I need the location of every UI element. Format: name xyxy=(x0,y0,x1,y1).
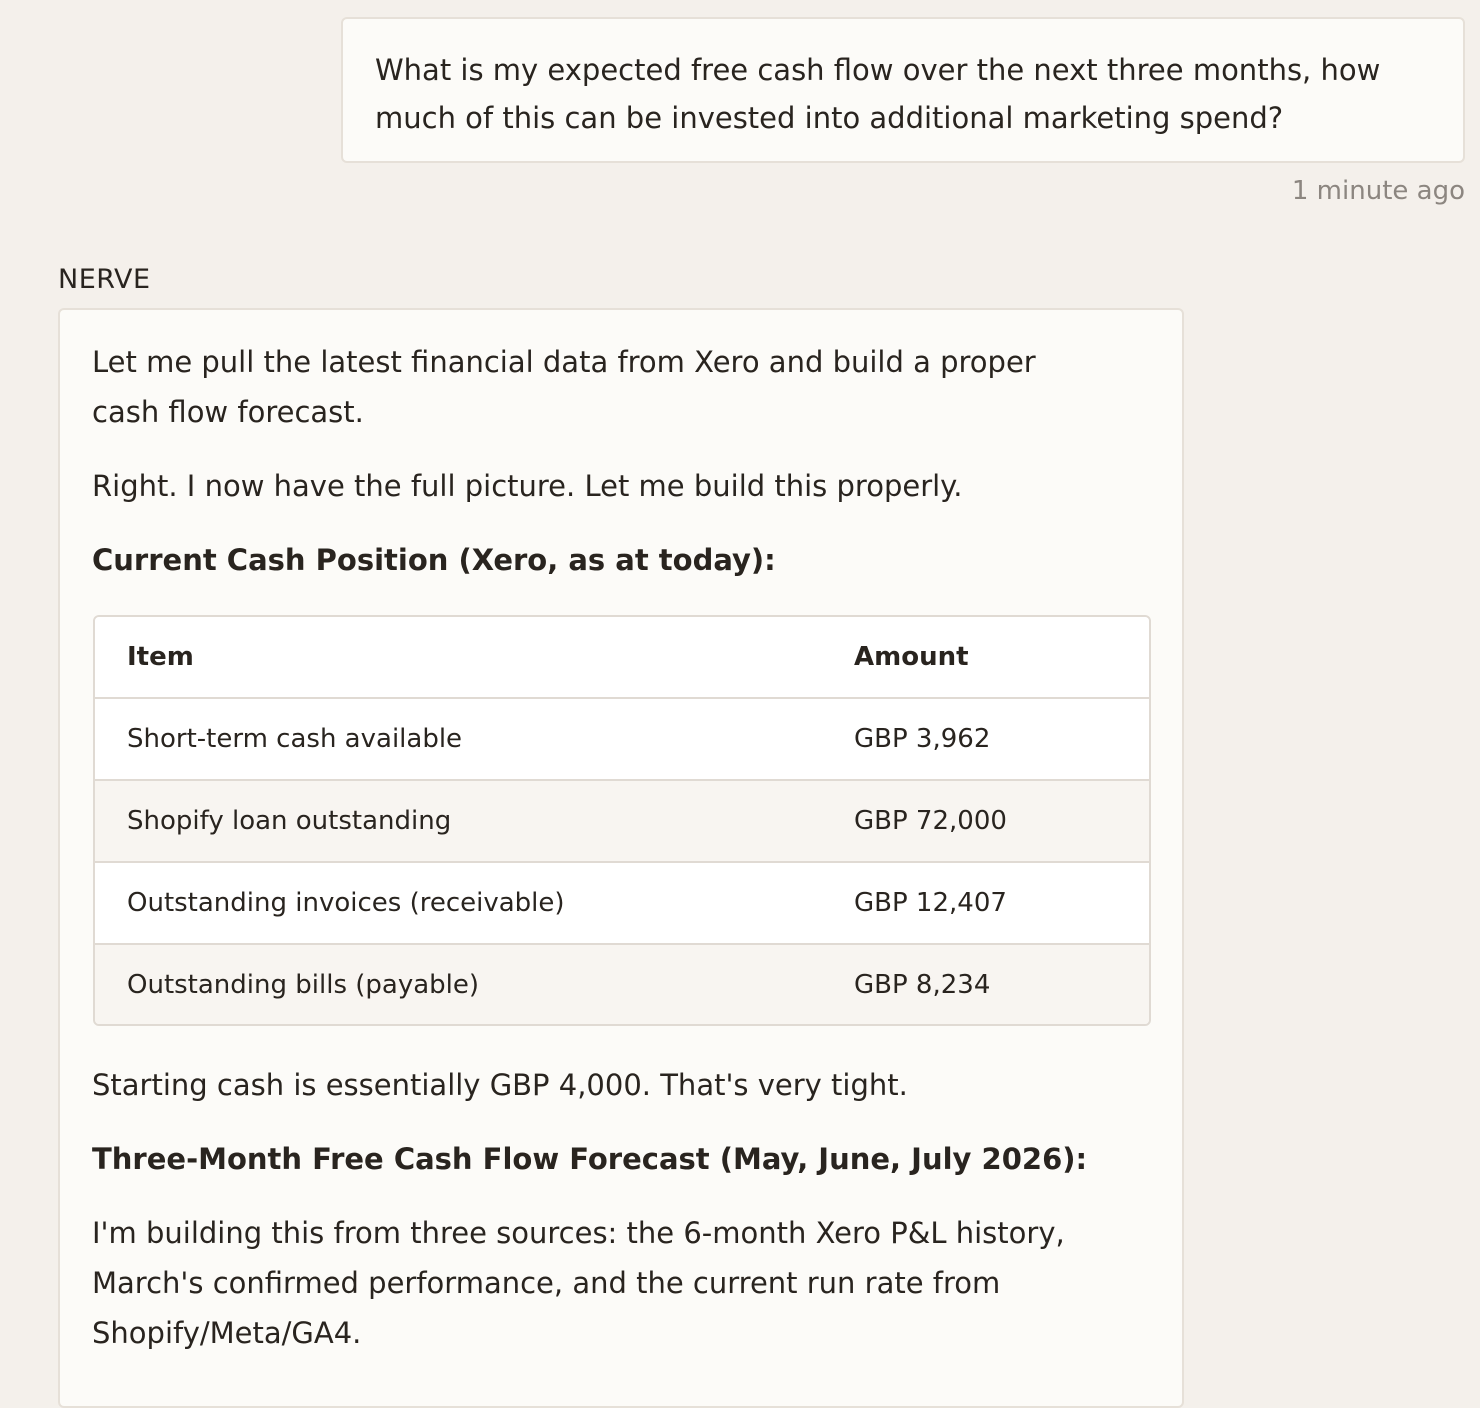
table-row xyxy=(95,781,1149,863)
table-row xyxy=(95,945,1149,1026)
assistant-followup-text: Right. I now have the full picture. Let me build this properly. xyxy=(92,469,963,503)
table-cell-amount: GBP 3,962 xyxy=(854,724,991,754)
starting-cash-text: Starting cash is essentially GBP 4,000. That's very tight. xyxy=(92,1068,908,1102)
table-cell-amount: GBP 8,234 xyxy=(854,970,991,1000)
assistant-intro-text: Let me pull the latest financial data from Xero and build a proper cash flow forecast. xyxy=(92,345,1036,429)
forecast-heading: Three-Month Free Cash Flow Forecast (May, June, July 2026): xyxy=(92,1142,1088,1176)
table-row xyxy=(95,863,1149,945)
table-cell-amount: GBP 72,000 xyxy=(854,806,1007,836)
table-cell-item: Short-term cash available xyxy=(127,724,463,754)
user-message-bubble xyxy=(341,17,1465,163)
table-cell-item: Shopify loan outstanding xyxy=(127,806,452,836)
assistant-message-card xyxy=(58,308,1184,1408)
table-cell-item: Outstanding bills (payable) xyxy=(127,970,480,1000)
assistant-sender-label: NERVE xyxy=(58,264,151,295)
table-header-amount: Amount xyxy=(854,642,969,672)
table-header-row xyxy=(95,617,1149,699)
message-timestamp: 1 minute ago xyxy=(1291,176,1465,206)
table-header-item: Item xyxy=(127,642,194,672)
table-cell-amount: GBP 12,407 xyxy=(854,888,1007,918)
user-message-text: What is my expected free cash flow over the next three months, how much of this can be invested into additional marketing spend? xyxy=(375,53,1381,135)
table-row xyxy=(95,699,1149,781)
cash-position-heading: Current Cash Position (Xero, as at today): xyxy=(92,543,776,577)
forecast-sources-text: I'm building this from three sources: the 6-month Xero P&L history, March's confirmed performance, and the current run rate from Shopify/Meta/GA4. xyxy=(92,1216,1065,1350)
table-cell-item: Outstanding invoices (receivable) xyxy=(127,888,565,918)
cash-position-table xyxy=(93,615,1151,1026)
